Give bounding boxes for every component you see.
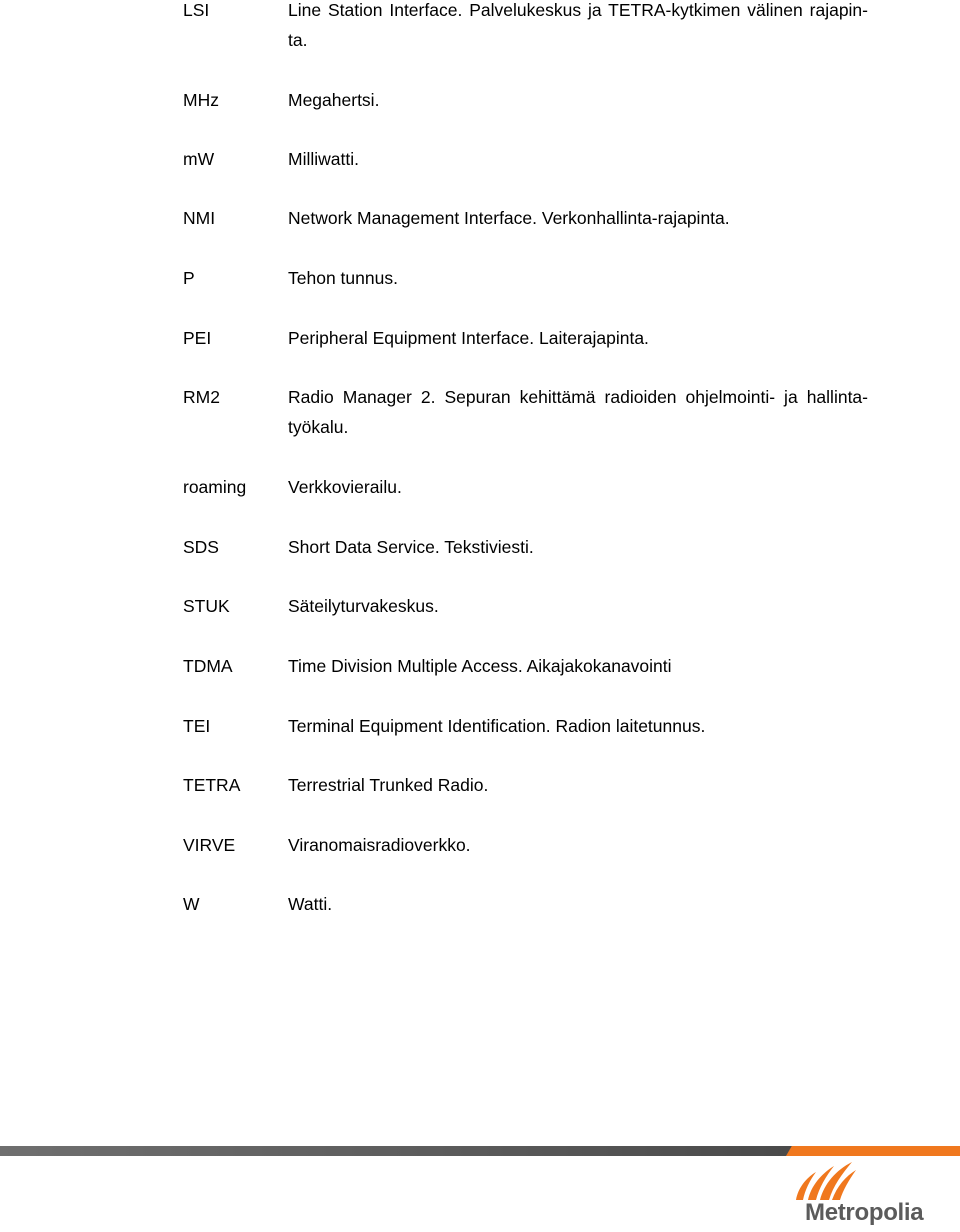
glossary-definition — [288, 770, 868, 800]
definition-line: Network Management Interface. Verkonhallinta-rajapinta. — [288, 208, 730, 228]
metropolia-logo-text: Metropolia — [805, 1199, 924, 1226]
glossary-definition — [288, 591, 868, 621]
footer-stripe-orange — [786, 1146, 960, 1156]
definition-line: Terrestrial Trunked Radio. — [288, 775, 489, 795]
glossary-term: SDS — [183, 537, 219, 557]
footer-stripe — [0, 1146, 960, 1156]
glossary-term: P — [183, 268, 195, 288]
glossary-definition — [288, 472, 868, 502]
definition-line: Watti. — [288, 894, 333, 914]
definition-line: Line Station Interface. Palvelukeskus ja TETRA-kytkimen välinen rajapin- — [288, 0, 868, 20]
definition-line: Milliwatti. — [288, 149, 359, 169]
glossary-term: LSI — [183, 0, 210, 20]
glossary-definition — [288, 144, 868, 174]
glossary-definition — [288, 85, 868, 115]
glossary-definition — [288, 711, 868, 741]
glossary-term: W — [183, 894, 200, 914]
glossary-term: STUK — [183, 596, 230, 616]
glossary-term: PEI — [183, 328, 212, 348]
glossary-term: MHz — [183, 90, 219, 110]
glossary-definition — [288, 830, 868, 860]
definition-line: työkalu. — [288, 417, 349, 437]
glossary-definition — [288, 263, 868, 293]
glossary-term: TDMA — [183, 656, 233, 676]
glossary-term: roaming — [183, 477, 247, 497]
definition-line: Megahertsi. — [288, 90, 380, 110]
definition-line: Time Division Multiple Access. Aikajakokanavointi — [288, 656, 672, 676]
glossary-definition — [288, 0, 868, 55]
definition-line: ta. — [288, 30, 308, 50]
definition-line: Radio Manager 2. Sepuran kehittämä radioiden ohjelmointi- ja hallinta- — [288, 387, 868, 407]
glossary-definition — [288, 532, 868, 562]
glossary-term: RM2 — [183, 387, 220, 407]
definition-line: Säteilyturvakeskus. — [288, 596, 439, 616]
glossary-term: mW — [183, 149, 215, 169]
glossary-definition — [288, 323, 868, 353]
glossary-term: VIRVE — [183, 835, 236, 855]
definition-line: Verkkovierailu. — [288, 477, 402, 497]
glossary-definition — [288, 382, 868, 442]
glossary-definition — [288, 651, 868, 681]
glossary-term: TETRA — [183, 775, 241, 795]
definition-line: Terminal Equipment Identification. Radion laitetunnus. — [288, 716, 706, 736]
glossary-term: NMI — [183, 208, 216, 228]
definition-line: Tehon tunnus. — [288, 268, 398, 288]
definition-line: Viranomaisradioverkko. — [288, 835, 471, 855]
definition-line: Short Data Service. Tekstiviesti. — [288, 537, 534, 557]
glossary-definition — [288, 203, 868, 233]
definition-line: Peripheral Equipment Interface. Laiterajapinta. — [288, 328, 649, 348]
footer-stripe-grey — [0, 1146, 792, 1156]
glossary-term: TEI — [183, 716, 211, 736]
glossary-definition — [288, 889, 868, 919]
